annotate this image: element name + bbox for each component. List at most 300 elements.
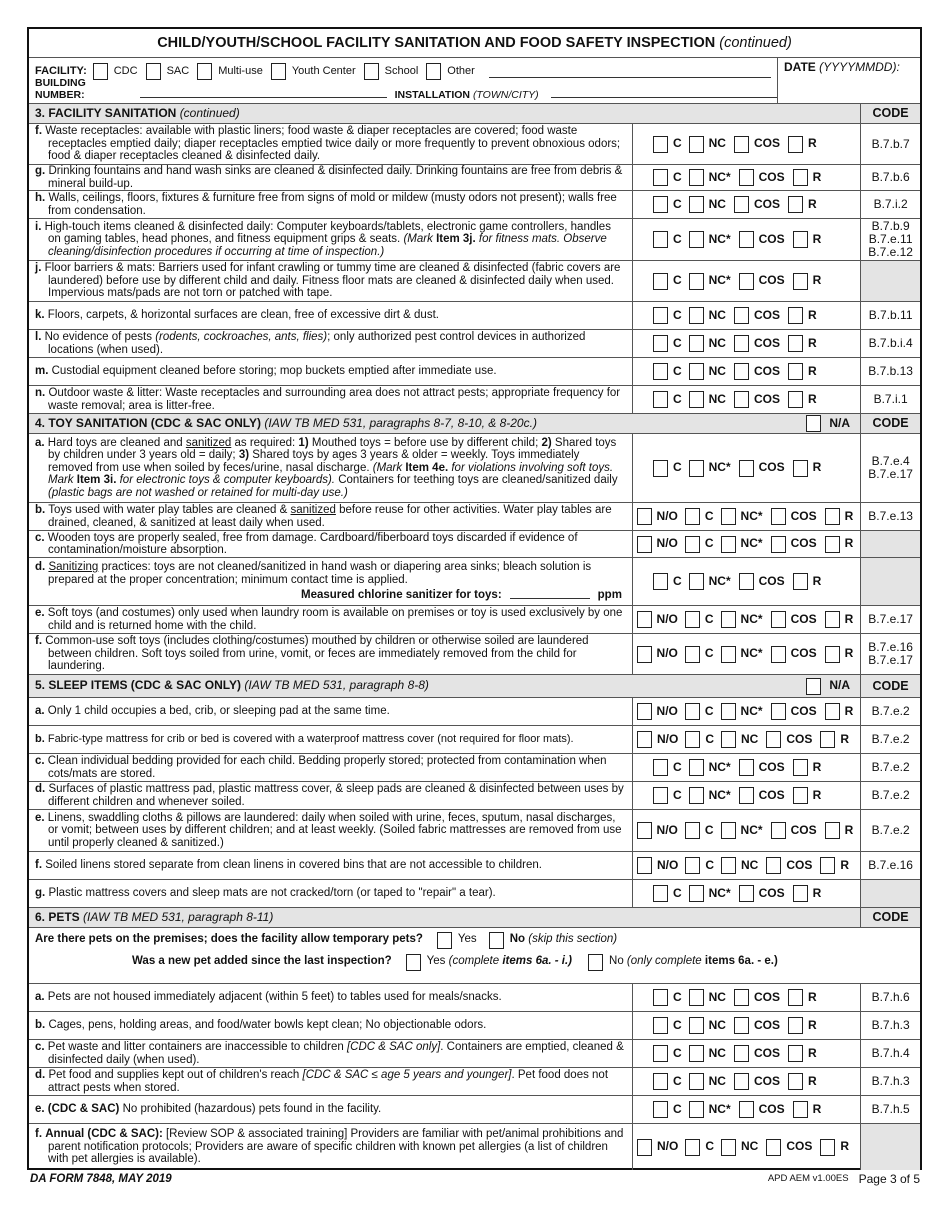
- facility-school-checkbox[interactable]: [364, 63, 379, 80]
- facility-header: [29, 58, 920, 104]
- rating-option: [766, 1139, 812, 1156]
- rating-nc-checkbox[interactable]: [721, 508, 736, 525]
- rating-r-checkbox[interactable]: [788, 196, 803, 213]
- rating-option: [689, 787, 731, 804]
- code-cell: [860, 1040, 920, 1067]
- rating-options: [632, 1124, 860, 1170]
- rating-label: COS: [758, 169, 785, 184]
- rating-r-checkbox[interactable]: [820, 857, 835, 874]
- rating-label: NC: [708, 136, 726, 151]
- rating-label: C: [672, 759, 682, 774]
- code-cell: [860, 358, 920, 385]
- item-text: g.: [35, 887, 46, 900]
- item-description: [35, 561, 626, 586]
- question-text: No: [509, 933, 526, 946]
- rating-r-checkbox[interactable]: [788, 136, 803, 153]
- rating-option: [739, 460, 785, 477]
- rating-option: [771, 646, 817, 663]
- item-text: [CDC & SAC only]: [346, 1041, 441, 1053]
- rating-cos-checkbox[interactable]: [739, 759, 754, 776]
- rating-nc-checkbox[interactable]: [721, 822, 736, 839]
- rating-r-checkbox[interactable]: [788, 989, 803, 1006]
- rating-option: [685, 703, 714, 720]
- rating-option: [721, 731, 758, 748]
- rating-cos-checkbox[interactable]: [739, 885, 754, 902]
- rating-r-checkbox[interactable]: [793, 759, 808, 776]
- item-text: k.: [35, 309, 45, 322]
- code-cell: [860, 852, 920, 879]
- regulation-code: B.7.h.5: [871, 1102, 910, 1116]
- rating-c-checkbox[interactable]: [653, 231, 668, 248]
- rating-r-checkbox[interactable]: [793, 573, 808, 590]
- rating-c-checkbox[interactable]: [653, 573, 668, 590]
- rating-cos-checkbox[interactable]: [734, 1045, 749, 1062]
- section-4-na-checkbox[interactable]: [806, 415, 821, 432]
- rating-option: [788, 1045, 817, 1062]
- rating-c-checkbox[interactable]: [685, 536, 700, 553]
- rating-cos-checkbox[interactable]: [739, 273, 754, 290]
- rating-no-checkbox[interactable]: [637, 1139, 652, 1156]
- item-5g: [29, 880, 920, 908]
- rating-nc-checkbox[interactable]: [721, 857, 736, 874]
- question-text: [588, 954, 778, 971]
- item-text: for violations involving soft toys. Mark: [48, 461, 614, 487]
- rating-c-checkbox[interactable]: [653, 1101, 668, 1118]
- rating-r-checkbox[interactable]: [793, 273, 808, 290]
- rating-cos-checkbox[interactable]: [771, 508, 786, 525]
- rating-option: [793, 169, 822, 186]
- rating-c-checkbox[interactable]: [685, 703, 700, 720]
- rating-r-checkbox[interactable]: [793, 1101, 808, 1118]
- rating-label: NC: [708, 307, 726, 322]
- code-cell: [860, 782, 920, 809]
- rating-label: NC: [740, 857, 759, 872]
- rating-r-checkbox[interactable]: [788, 1073, 803, 1090]
- rating-option: [653, 460, 682, 477]
- rating-c-checkbox[interactable]: [653, 335, 668, 352]
- rating-cos-checkbox[interactable]: [734, 363, 749, 380]
- rating-nc-checkbox[interactable]: [689, 307, 704, 324]
- rating-option: [637, 857, 678, 874]
- item-description: [35, 1019, 626, 1032]
- rating-no-checkbox[interactable]: [637, 611, 652, 628]
- rating-options: [632, 1068, 860, 1095]
- rating-option: [820, 731, 849, 748]
- item-description: [35, 705, 626, 718]
- facility-multi-use-checkbox[interactable]: [197, 63, 212, 80]
- code-cell: [860, 698, 920, 725]
- rating-cos-checkbox[interactable]: [771, 611, 786, 628]
- rating-no-checkbox[interactable]: [637, 822, 652, 839]
- section-5-header: 5. SLEEP ITEMS (CDC & SAC ONLY) (IAW TB MED 531, paragraph 8-8) N/A CODE: [29, 675, 920, 698]
- rating-option: [637, 822, 678, 839]
- rating-c-checkbox[interactable]: [653, 196, 668, 213]
- rating-label: NC*: [708, 573, 731, 588]
- rating-c-checkbox[interactable]: [653, 1017, 668, 1034]
- item-text: j.: [35, 262, 42, 275]
- rating-cos-checkbox[interactable]: [734, 989, 749, 1006]
- rating-label: COS: [790, 646, 817, 661]
- rating-r-checkbox[interactable]: [788, 335, 803, 352]
- rating-options: [632, 880, 860, 907]
- rating-option: [653, 573, 682, 590]
- rating-nc-checkbox[interactable]: [689, 196, 704, 213]
- rating-label: C: [704, 646, 714, 661]
- rating-option: [689, 1073, 726, 1090]
- rating-cos-checkbox[interactable]: [739, 231, 754, 248]
- rating-option: [653, 1045, 682, 1062]
- rating-r-checkbox[interactable]: [788, 363, 803, 380]
- rating-label: NC*: [708, 231, 731, 246]
- rating-label: C: [672, 573, 682, 588]
- rating-r-checkbox[interactable]: [825, 646, 840, 663]
- date-field[interactable]: DATE (YYYYMMDD):: [784, 60, 900, 74]
- new-pet-yes-checkbox[interactable]: [406, 954, 421, 971]
- rating-label: C: [672, 1101, 682, 1116]
- facility-other-checkbox[interactable]: [426, 63, 441, 80]
- rating-nc-checkbox[interactable]: [689, 787, 704, 804]
- rating-cos-checkbox[interactable]: [734, 136, 749, 153]
- rating-options: [632, 531, 861, 557]
- rating-options: [632, 698, 861, 725]
- rating-cos-checkbox[interactable]: [766, 731, 781, 748]
- rating-nc-checkbox[interactable]: [689, 136, 704, 153]
- rating-cos-checkbox[interactable]: [771, 703, 786, 720]
- question-text: Was a new pet added since the last inspection?: [132, 955, 392, 968]
- rating-option: [721, 703, 763, 720]
- question-text: Yes: [426, 955, 446, 968]
- rating-option: [793, 787, 822, 804]
- facility-youth-center-checkbox[interactable]: [271, 63, 286, 80]
- rating-option: [653, 787, 682, 804]
- code-cell: [860, 261, 920, 301]
- rating-cos-checkbox[interactable]: [734, 391, 749, 408]
- rating-cos-checkbox[interactable]: [771, 646, 786, 663]
- rating-label: C: [672, 136, 682, 151]
- rating-nc-checkbox[interactable]: [689, 273, 704, 290]
- rating-option: [739, 1101, 785, 1118]
- rating-nc-checkbox[interactable]: [689, 231, 704, 248]
- rating-label: C: [704, 703, 714, 718]
- regulation-code: B.7.b.9: [871, 219, 910, 233]
- rating-nc-checkbox[interactable]: [721, 1139, 736, 1156]
- item-4e: [29, 606, 920, 634]
- rating-cos-checkbox[interactable]: [771, 536, 786, 553]
- rating-r-checkbox[interactable]: [825, 536, 840, 553]
- code-cell: [860, 434, 920, 502]
- rating-cos-checkbox[interactable]: [734, 196, 749, 213]
- rating-cos-checkbox[interactable]: [739, 1101, 754, 1118]
- item-description: [35, 365, 626, 378]
- rating-c-checkbox[interactable]: [653, 307, 668, 324]
- facility-label: FACILITY:: [35, 64, 87, 77]
- installation-field[interactable]: [551, 97, 777, 98]
- chlorine-ppm-field[interactable]: [510, 589, 590, 599]
- item-text: before reuse for other activities. Water play tables are drained, cleaned, & sanitized at least daily when used.: [48, 504, 612, 529]
- code-cell: [860, 219, 920, 260]
- rating-c-checkbox[interactable]: [653, 136, 668, 153]
- rating-nc-checkbox[interactable]: [689, 363, 704, 380]
- code-cell: [860, 503, 920, 530]
- rating-r-checkbox[interactable]: [788, 1045, 803, 1062]
- rating-c-checkbox[interactable]: [685, 857, 700, 874]
- rating-nc-checkbox[interactable]: [689, 573, 704, 590]
- rating-nc-checkbox[interactable]: [721, 536, 736, 553]
- building-number-field[interactable]: [140, 97, 387, 98]
- rating-option: [825, 646, 854, 663]
- rating-c-checkbox[interactable]: [653, 989, 668, 1006]
- item-3m: [29, 358, 920, 386]
- pets-no-checkbox[interactable]: [489, 932, 504, 949]
- rating-r-checkbox[interactable]: [825, 703, 840, 720]
- rating-label: C: [705, 857, 714, 872]
- rating-c-checkbox[interactable]: [653, 169, 668, 186]
- rating-label: NC: [740, 731, 759, 746]
- item-text: b.: [35, 504, 46, 516]
- rating-label: C: [672, 460, 682, 475]
- rating-c-checkbox[interactable]: [653, 273, 668, 290]
- item-text: No prohibited (hazardous) pets found in the facility.: [122, 1103, 382, 1116]
- rating-cos-checkbox[interactable]: [766, 857, 781, 874]
- item-5f: [29, 852, 920, 880]
- rating-c-checkbox[interactable]: [685, 646, 700, 663]
- rating-option: [689, 759, 731, 776]
- rating-c-checkbox[interactable]: [685, 508, 700, 525]
- rating-option: [689, 885, 731, 902]
- rating-cos-checkbox[interactable]: [734, 335, 749, 352]
- rating-r-checkbox[interactable]: [793, 231, 808, 248]
- item-description: [35, 1128, 626, 1166]
- rating-label: COS: [753, 363, 780, 378]
- rating-nc-checkbox[interactable]: [721, 646, 736, 663]
- rating-r-checkbox[interactable]: [793, 885, 808, 902]
- rating-r-checkbox[interactable]: [820, 1139, 835, 1156]
- rating-label: COS: [786, 1139, 813, 1154]
- rating-option: [653, 1017, 682, 1034]
- rating-c-checkbox[interactable]: [685, 1139, 700, 1156]
- regulation-code: B.7.e.2: [871, 823, 910, 837]
- rating-cos-checkbox[interactable]: [739, 573, 754, 590]
- rating-c-checkbox[interactable]: [653, 363, 668, 380]
- inspection-form: [27, 27, 922, 1170]
- rating-label: C: [672, 989, 682, 1004]
- regulation-code: B.7.e.4: [871, 454, 910, 468]
- rating-r-checkbox[interactable]: [825, 508, 840, 525]
- code-cell: [860, 726, 920, 753]
- rating-option: [820, 857, 849, 874]
- rating-option: [721, 646, 763, 663]
- rating-nc-checkbox[interactable]: [721, 731, 736, 748]
- item-text: (Mark: [372, 461, 403, 474]
- rating-r-checkbox[interactable]: [793, 787, 808, 804]
- rating-option: [734, 1045, 780, 1062]
- item-text: Surfaces of plastic mattress pad, plastic mattress cover, & sleep pads are cleaned & disinfected between uses by different children and whenever soiled.: [48, 783, 624, 808]
- rating-label: C: [672, 885, 682, 900]
- rating-option: [788, 335, 817, 352]
- rating-option: [739, 787, 785, 804]
- item-3n: [29, 386, 920, 414]
- rating-no-checkbox[interactable]: [637, 536, 652, 553]
- question-text: Are there pets on the premises; does the facility allow temporary pets?: [35, 933, 423, 946]
- rating-cos-checkbox[interactable]: [734, 307, 749, 324]
- rating-label: COS: [758, 573, 785, 588]
- item-text: . Containers are emptied, cleaned & disinfected daily (when used).: [48, 1041, 624, 1066]
- rating-cos-checkbox[interactable]: [734, 1073, 749, 1090]
- rating-no-checkbox[interactable]: [637, 703, 652, 720]
- rating-option: [721, 1139, 758, 1156]
- regulation-code: B.7.b.6: [871, 170, 910, 184]
- rating-label: COS: [790, 822, 817, 837]
- rating-nc-checkbox[interactable]: [721, 611, 736, 628]
- rating-nc-checkbox[interactable]: [721, 703, 736, 720]
- rating-option: [793, 573, 822, 590]
- rating-option: [788, 307, 817, 324]
- rating-label: C: [705, 1139, 714, 1154]
- rating-c-checkbox[interactable]: [653, 787, 668, 804]
- rating-nc-checkbox[interactable]: [689, 335, 704, 352]
- item-5a: [29, 698, 920, 726]
- rating-option: [793, 1101, 822, 1118]
- rating-nc-checkbox[interactable]: [689, 1017, 704, 1034]
- item-3g: [29, 165, 920, 191]
- item-description: [35, 532, 626, 557]
- rating-r-checkbox[interactable]: [788, 1017, 803, 1034]
- rating-label: COS: [758, 231, 785, 246]
- rating-cos-checkbox[interactable]: [739, 169, 754, 186]
- rating-nc-checkbox[interactable]: [689, 460, 704, 477]
- item-4a: [29, 434, 920, 503]
- rating-c-checkbox[interactable]: [653, 391, 668, 408]
- regulation-code: B.7.h.6: [871, 990, 910, 1004]
- item-text: i.: [35, 220, 42, 233]
- rating-nc-checkbox[interactable]: [689, 759, 704, 776]
- section-5-na-checkbox[interactable]: [806, 678, 821, 695]
- rating-option: [653, 1073, 682, 1090]
- item-text: [Review SOP & associated training] Providers are familiar with pet/animal prohibitions and parent notification protocols; Providers are aware of specific children with known pet allergies (a list of children with pet allergies is available).: [48, 1128, 624, 1166]
- item-text: Toys used with water play tables are cleaned &: [48, 504, 288, 516]
- rating-c-checkbox[interactable]: [653, 885, 668, 902]
- new-pet-no-checkbox[interactable]: [588, 954, 603, 971]
- rating-r-checkbox[interactable]: [793, 460, 808, 477]
- rating-c-checkbox[interactable]: [685, 822, 700, 839]
- rating-r-checkbox[interactable]: [788, 307, 803, 324]
- form-footer: [30, 1173, 920, 1187]
- rating-r-checkbox[interactable]: [825, 611, 840, 628]
- rating-r-checkbox[interactable]: [825, 822, 840, 839]
- rating-label: NC*: [740, 536, 763, 551]
- rating-option: [685, 646, 714, 663]
- rating-nc-checkbox[interactable]: [689, 989, 704, 1006]
- code-cell: [860, 754, 920, 781]
- rating-option: [689, 136, 726, 153]
- code-cell: [860, 1096, 920, 1123]
- item-3i: [29, 219, 920, 261]
- rating-label: NC: [708, 989, 726, 1004]
- rating-no-checkbox[interactable]: [637, 646, 652, 663]
- rating-c-checkbox[interactable]: [685, 611, 700, 628]
- rating-c-checkbox[interactable]: [685, 731, 700, 748]
- rating-option: [637, 1139, 678, 1156]
- rating-option: [788, 363, 817, 380]
- rating-no-checkbox[interactable]: [637, 731, 652, 748]
- rating-c-checkbox[interactable]: [653, 460, 668, 477]
- rating-r-checkbox[interactable]: [788, 391, 803, 408]
- rating-option: [653, 231, 682, 248]
- rating-option: [825, 703, 854, 720]
- rating-label: C: [672, 1073, 682, 1088]
- rating-c-checkbox[interactable]: [653, 1045, 668, 1062]
- rating-no-checkbox[interactable]: [637, 508, 652, 525]
- facility-sac-checkbox[interactable]: [146, 63, 161, 80]
- item-text: Shared toys by ages 3 years & older = weekly. Toys immediately removed from use when soiled by feces/urine, nasal discharge.: [48, 449, 580, 474]
- question-text: items 6a. - i.): [502, 955, 573, 968]
- regulation-code: B.7.e.12: [868, 245, 913, 259]
- rating-option: [739, 169, 785, 186]
- rating-option: [793, 231, 822, 248]
- rating-option: [734, 136, 780, 153]
- item-text: f.: [35, 125, 43, 138]
- item-text: f.: [35, 1128, 43, 1141]
- rating-c-checkbox[interactable]: [653, 759, 668, 776]
- item-description: [35, 991, 626, 1004]
- rating-label: NC: [708, 1017, 726, 1032]
- item-text: Walls, ceilings, floors, fixtures & furniture free from signs of mold or mildew (musty odors not present); walls free from condensation.: [48, 192, 617, 217]
- rating-label: N/O: [656, 822, 678, 837]
- rating-nc-checkbox[interactable]: [689, 169, 704, 186]
- rating-nc-checkbox[interactable]: [689, 391, 704, 408]
- item-3l: [29, 330, 920, 358]
- rating-label: N/O: [656, 536, 678, 551]
- pets-yes-checkbox[interactable]: [437, 932, 452, 949]
- rating-option: [739, 231, 785, 248]
- rating-nc-checkbox[interactable]: [689, 885, 704, 902]
- rating-r-checkbox[interactable]: [793, 169, 808, 186]
- rating-options: [632, 1012, 860, 1039]
- facility-other-field[interactable]: [489, 77, 771, 78]
- rating-c-checkbox[interactable]: [653, 1073, 668, 1090]
- item-text: d.: [35, 783, 46, 795]
- rating-options: [632, 261, 860, 301]
- rating-label: COS: [758, 460, 785, 475]
- rating-no-checkbox[interactable]: [637, 857, 652, 874]
- rating-option: [689, 1017, 726, 1034]
- regulation-code: B.7.i.1: [873, 392, 908, 406]
- rating-cos-checkbox[interactable]: [766, 1139, 781, 1156]
- rating-nc-checkbox[interactable]: [689, 1073, 704, 1090]
- item-5e: [29, 810, 920, 852]
- rating-cos-checkbox[interactable]: [739, 460, 754, 477]
- item-text: Item 4e.: [405, 461, 449, 474]
- code-cell: [860, 634, 920, 674]
- rating-option: [734, 335, 780, 352]
- rating-label: COS: [753, 335, 780, 350]
- item-text: 3): [238, 449, 250, 462]
- item-description: [35, 607, 626, 632]
- rating-label: COS: [753, 136, 780, 151]
- rating-nc-checkbox[interactable]: [689, 1101, 704, 1118]
- rating-cos-checkbox[interactable]: [739, 787, 754, 804]
- rating-nc-checkbox[interactable]: [689, 1045, 704, 1062]
- rating-cos-checkbox[interactable]: [734, 1017, 749, 1034]
- rating-options: [632, 1040, 860, 1067]
- item-text: d.: [35, 1069, 46, 1081]
- rating-option: [637, 731, 678, 748]
- rating-r-checkbox[interactable]: [820, 731, 835, 748]
- rating-cos-checkbox[interactable]: [771, 822, 786, 839]
- item-text: Soiled linens stored separate from clean linens in covered bins that are not accessible to children.: [45, 859, 542, 872]
- question-text: [489, 932, 617, 949]
- rating-option: [825, 508, 854, 525]
